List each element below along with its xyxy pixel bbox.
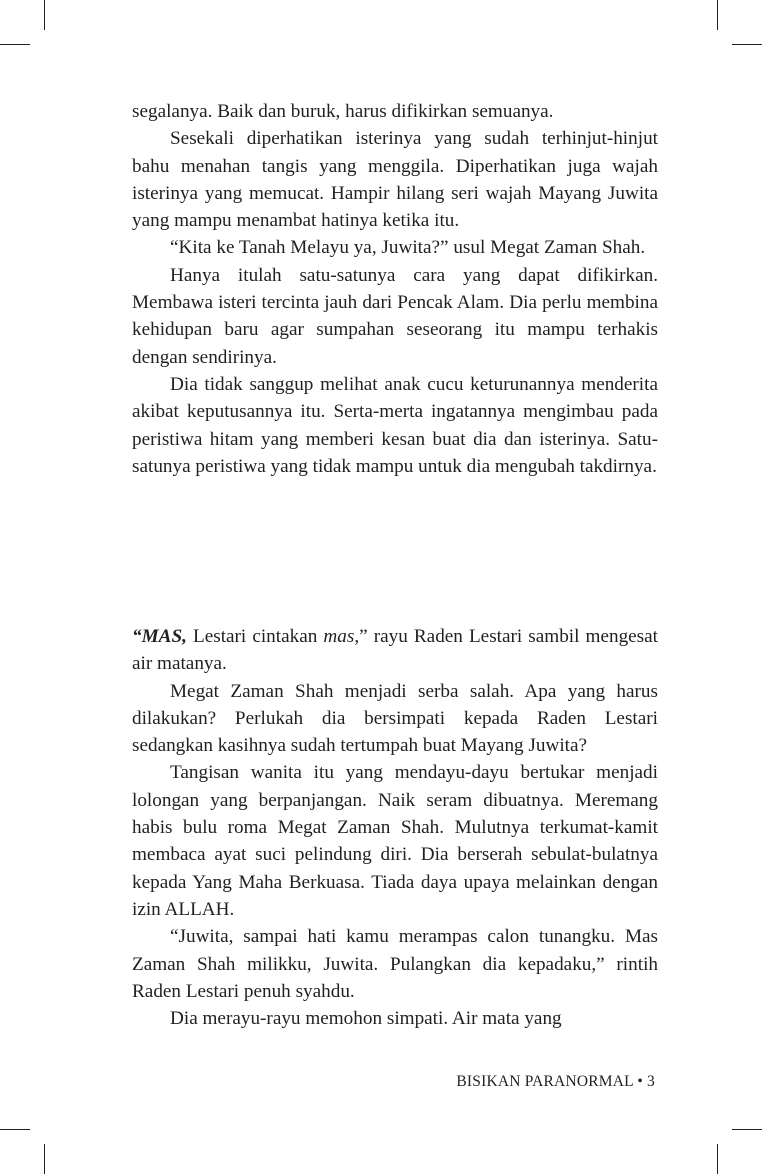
section-lead-word: “MAS, — [132, 626, 187, 647]
paragraph: Tangisan wanita itu yang mendayu-dayu bertukar menjadi lolongan yang berpanjangan. Naik seram dibuatnya. Meremang habis bulu roma Megat Zaman Shah. Mulutnya terkumat-kamit membaca ayat suci pelindung diri. Dia berserah sebulat-bulatnya kepada Yang Maha Berkuasa. Tiada daya upaya melainkan dengan izin ALLAH. — [132, 762, 658, 920]
section-opening-paragraph — [132, 623, 658, 678]
paragraph: Sesekali diperhatikan isterinya yang sudah terhinjut-hinjut bahu menahan tangis yang menggila. Diperhatikan juga wajah isterinya yang memucat. Hampir hilang seri wajah Mayang Juwita yang mampu menambat hatinya ketika itu. — [132, 128, 658, 232]
paragraph: segalanya. Baik dan buruk, harus difikirkan semuanya. — [132, 101, 554, 122]
crop-mark-top-right-horizontal — [732, 44, 762, 45]
body-text-section-2 — [132, 623, 658, 1032]
paragraph: Megat Zaman Shah menjadi serba salah. Apa yang harus dilakukan? Perlukah dia bersimpati kepada Raden Lestari sedangkan kasihnya sudah tertumpah buat Mayang Juwita? — [132, 680, 658, 757]
page-number: 3 — [647, 1073, 655, 1090]
crop-mark-top-left — [44, 0, 45, 30]
paragraph: Dia merayu-rayu memohon simpati. Air mata yang — [170, 1008, 562, 1030]
crop-mark-bottom-left-horizontal — [0, 1129, 30, 1130]
crop-mark-bottom-right — [717, 1144, 718, 1174]
italic-word: mas — [323, 626, 355, 647]
crop-mark-bottom-right-horizontal — [732, 1129, 762, 1130]
page-footer — [456, 1073, 655, 1091]
crop-mark-bottom-left — [44, 1144, 45, 1174]
paragraph: “Juwita, sampai hati kamu merampas calon tunangku. Mas Zaman Shah milikku, Juwita. Pulangkan dia kepadaku,” rintih Raden Lestari penuh syahdu. — [132, 926, 658, 1002]
bullet-separator: • — [637, 1073, 643, 1090]
crop-mark-top-right — [717, 0, 718, 30]
paragraph: Hanya itulah satu-satunya cara yang dapat difikirkan. Membawa isteri tercinta jauh dari Pencak Alam. Dia perlu membina kehidupan baru agar sumpahan seseorang itu mampu terhakis dengan sendirinya. — [132, 264, 658, 368]
paragraph: Dia tidak sanggup melihat anak cucu keturunannya menderita akibat keputusannya itu. Serta-merta ingatannya mengimbau pada peristiwa hitam yang memberi kesan buat dia dan isterinya. Satu-satunya peristiwa yang tidak mampu untuk dia mengubah takdirnya. — [132, 373, 658, 477]
running-head: BISIKAN PARANORMAL — [456, 1073, 634, 1090]
paragraph-text: Lestari cintakan — [186, 626, 324, 647]
paragraph: “Kita ke Tanah Melayu ya, Juwita?” usul Megat Zaman Shah. — [170, 237, 646, 259]
paragraph-text: ,” rayu Raden Lestari sambil mengesat air matanya. — [132, 626, 658, 675]
crop-mark-top-left-horizontal — [0, 44, 30, 45]
body-text-section-1 — [132, 98, 658, 480]
